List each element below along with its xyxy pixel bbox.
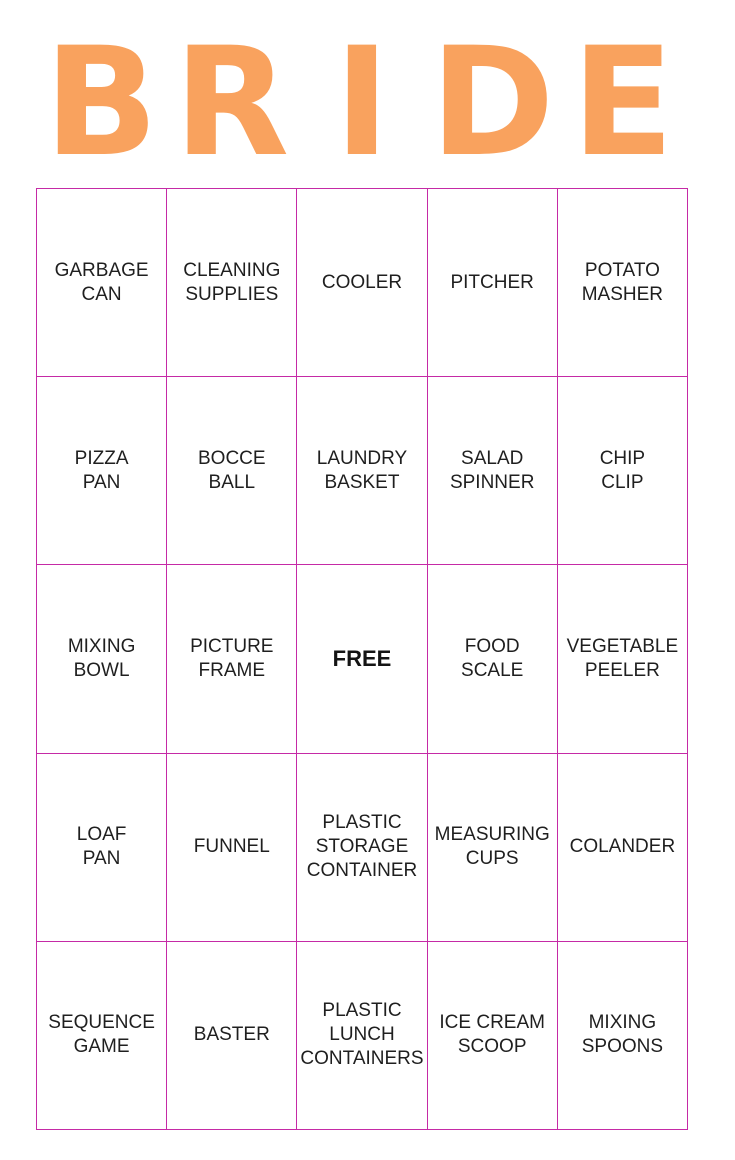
bingo-cell (167, 189, 297, 377)
bingo-cell (428, 189, 558, 377)
free-space-text: FREE (332, 645, 392, 671)
bingo-cell (428, 754, 558, 942)
cell-text: COLANDER (569, 836, 676, 858)
bingo-cell (558, 942, 688, 1130)
bingo-cell (37, 754, 167, 942)
cell-text: BASTER (193, 1024, 270, 1046)
bingo-header (36, 16, 688, 190)
cell-text: FUNNEL (193, 836, 270, 858)
bingo-cell (167, 754, 297, 942)
cell-text: POTATO MASHER (581, 259, 664, 305)
cell-text: GARBAGE CAN (54, 259, 149, 305)
bingo-cell (558, 377, 688, 565)
cell-text: MIXING SPOONS (581, 1012, 664, 1058)
free-space-cell (297, 565, 427, 753)
cell-text: CLEANING SUPPLIES (183, 259, 281, 305)
bingo-cell (37, 565, 167, 753)
cell-text: PLASTIC STORAGE CONTAINER (306, 812, 418, 882)
header-letter-r: R (173, 16, 290, 190)
cell-text: CHIP CLIP (599, 447, 646, 493)
header-letter-e: E (571, 16, 675, 190)
header-letter-b: B (44, 16, 159, 190)
cell-text: LAUNDRY BASKET (316, 447, 408, 493)
cell-text: MIXING BOWL (67, 635, 136, 681)
bingo-cell (558, 754, 688, 942)
bingo-cell (297, 942, 427, 1130)
bingo-cell (297, 754, 427, 942)
bingo-cell (297, 189, 427, 377)
bingo-cell (37, 189, 167, 377)
bingo-cell (167, 565, 297, 753)
cell-text: BOCCE BALL (198, 447, 266, 493)
bingo-cell (428, 942, 558, 1130)
cell-text: PIZZA PAN (74, 447, 129, 493)
cell-text: SEQUENCE GAME (48, 1012, 155, 1058)
bingo-cell (428, 565, 558, 753)
cell-text: COOLER (321, 271, 403, 293)
cell-text: PICTURE FRAME (190, 635, 274, 681)
bingo-cell (558, 189, 688, 377)
bingo-cell (37, 942, 167, 1130)
header-letter-d: D (430, 16, 555, 190)
cell-text: SALAD SPINNER (449, 447, 535, 493)
cell-text: VEGETABLE PEELER (566, 635, 679, 681)
cell-text: LOAF PAN (76, 824, 127, 870)
bingo-grid (36, 188, 688, 1130)
cell-text: ICE CREAM SCOOP (439, 1012, 545, 1058)
bingo-cell (558, 565, 688, 753)
cell-text: MEASURING CUPS (434, 824, 550, 870)
cell-text: PITCHER (450, 271, 534, 293)
bingo-cell (428, 377, 558, 565)
bingo-cell (37, 377, 167, 565)
bingo-cell (167, 377, 297, 565)
cell-text: PLASTIC LUNCH CONTAINERS (300, 1000, 424, 1070)
cell-text: FOOD SCALE (461, 635, 524, 681)
header-letter-i: I (334, 16, 390, 190)
bingo-cell (297, 377, 427, 565)
bingo-cell (167, 942, 297, 1130)
